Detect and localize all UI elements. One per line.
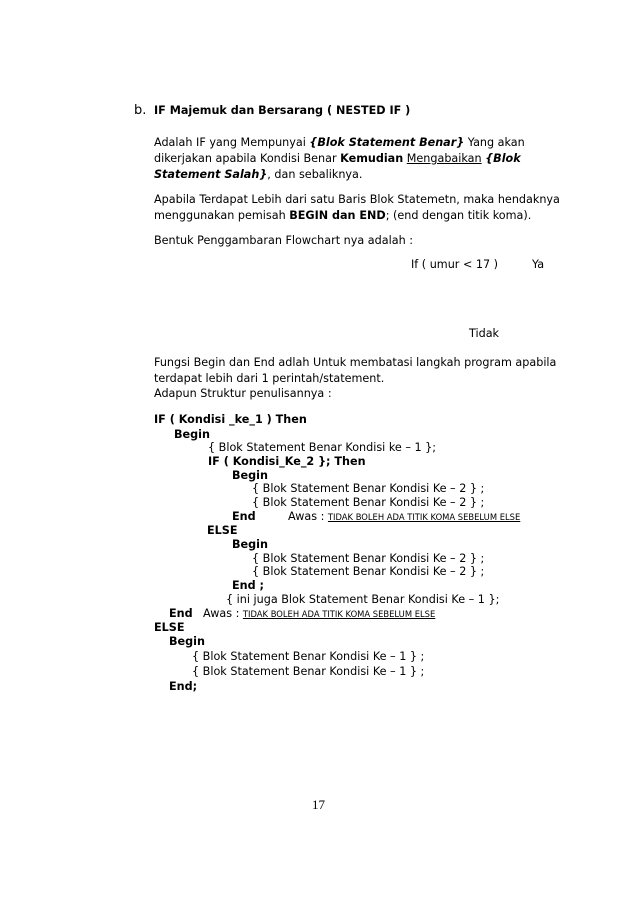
code-stmt2b: { Blok Statement Benar Kondisi Ke – 2 } ; xyxy=(252,496,485,509)
code-stmt3a: { Blok Statement Benar Kondisi Ke – 2 } ; xyxy=(252,552,485,565)
code-begin4: Begin xyxy=(169,635,205,648)
para2-line2: menggunakan pemisah BEGIN dan END; (end dengan titik koma). xyxy=(154,209,532,222)
flowchart-yes-label: Ya xyxy=(532,258,545,271)
code-if1: IF ( Kondisi _ke_1 ) Then xyxy=(154,413,307,426)
code-stmt3b: { Blok Statement Benar Kondisi Ke – 2 } ; xyxy=(252,565,485,578)
para2-line1: Apabila Terdapat Lebih dari satu Baris Blok Statemetn, maka hendaknya xyxy=(154,193,560,206)
code-end2: End xyxy=(232,510,256,523)
code-stmt5b: { Blok Statement Benar Kondisi Ke – 1 } ; xyxy=(192,665,425,678)
code-else2: ELSE xyxy=(207,524,238,537)
code-if2: IF ( Kondisi_Ke_2 }; Then xyxy=(208,455,366,468)
para4-line3: Adapun Struktur penulisannya : xyxy=(154,387,332,400)
para1-line3: Statement Salah}, dan sebaliknya. xyxy=(154,168,363,181)
section-marker: b. xyxy=(134,103,147,118)
code-else1: ELSE xyxy=(154,621,185,634)
section-heading: IF Majemuk dan Bersarang ( NESTED IF ) xyxy=(154,104,411,117)
code-stmt4: { ini juga Blok Statement Benar Kondisi Ke – 1 }; xyxy=(226,593,500,606)
code-end3: End ; xyxy=(232,579,264,592)
para4-line2: terdapat lebih dari 1 perintah/statement. xyxy=(154,372,385,385)
code-begin3: Begin xyxy=(232,538,268,551)
code-stmt1: { Blok Statement Benar Kondisi ke – 1 }; xyxy=(208,441,437,454)
code-begin1: Begin xyxy=(174,428,210,441)
code-awas2: Awas : TIDAK BOLEH ADA TITIK KOMA SEBELUM ELSE xyxy=(203,607,436,620)
code-stmt5a: { Blok Statement Benar Kondisi Ke – 1 } ; xyxy=(192,650,425,663)
para4-line1: Fungsi Begin dan End adlah Untuk membatasi langkah program apabila xyxy=(154,356,557,369)
code-begin2: Begin xyxy=(232,469,268,482)
code-stmt2a: { Blok Statement Benar Kondisi Ke – 2 } ; xyxy=(252,482,485,495)
code-awas1: Awas : TIDAK BOLEH ADA TITIK KOMA SEBELUM ELSE xyxy=(288,510,521,523)
code-end4: End; xyxy=(169,680,198,693)
code-end1: End xyxy=(169,607,193,620)
flowchart-no-label: Tidak xyxy=(469,327,500,340)
flowchart-condition: If ( umur < 17 ) xyxy=(411,258,499,271)
para1-line1: Adalah IF yang Mempunyai {Blok Statement Benar} Yang akan xyxy=(154,136,525,149)
para3-text: Bentuk Penggambaran Flowchart nya adalah : xyxy=(154,234,413,247)
page-number: 17 xyxy=(312,797,325,812)
para1-line2: dikerjakan apabila Kondisi Benar Kemudian Mengabaikan {Blok xyxy=(154,152,521,165)
